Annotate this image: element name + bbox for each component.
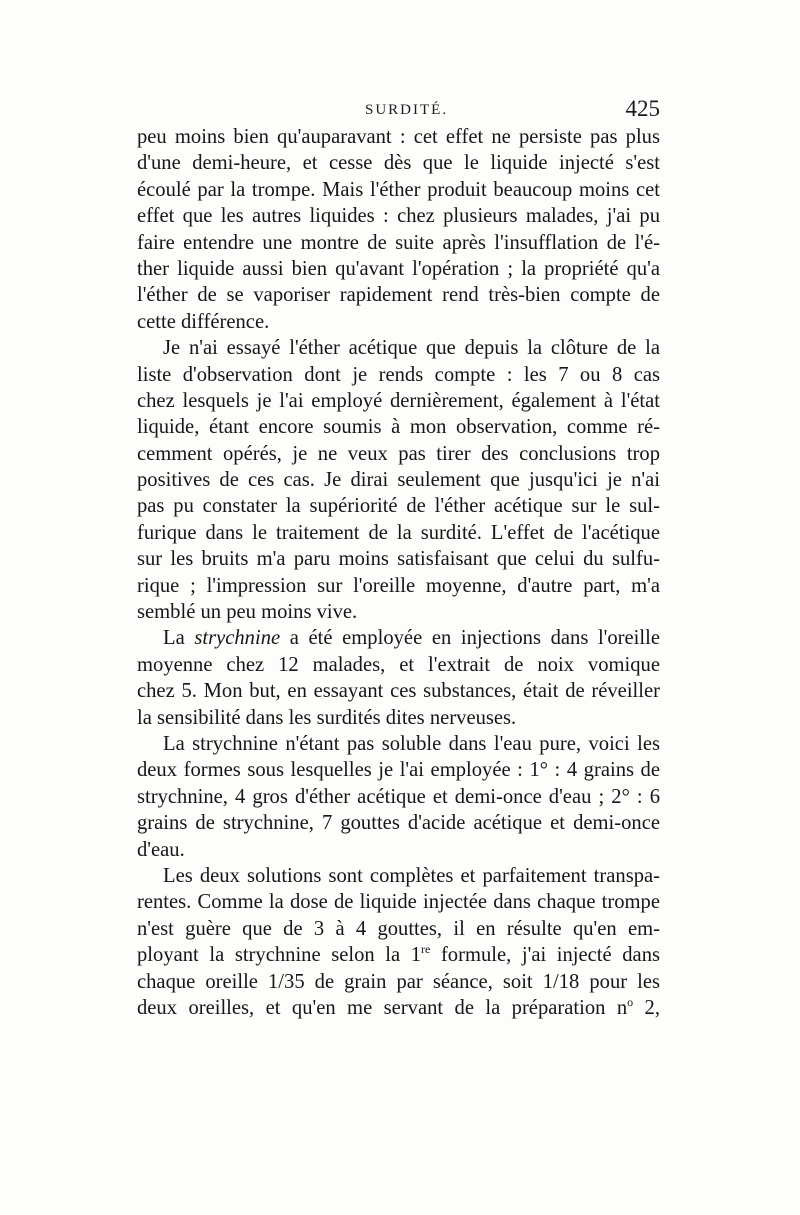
text-line (137, 652, 660, 678)
line-segment: l'éther de se vaporiser rapidement rend très-bien compte de (137, 284, 660, 307)
line-segment: liste d'observation dont je rends compte : les 7 ou 8 cas (137, 363, 660, 386)
line-segment: deux formes sous lesquelles je l'ai employée : 1° : 4 grains de (137, 759, 660, 782)
text-line (137, 889, 660, 915)
superscript: o (627, 995, 634, 1010)
text-line (137, 599, 660, 625)
text-line (137, 230, 660, 256)
text-line (137, 625, 660, 651)
line-segment: ployant la strychnine selon la 1 (137, 944, 422, 967)
text-line (137, 995, 660, 1021)
fraction: 1/18 (542, 970, 580, 993)
text-line (137, 414, 660, 440)
running-title: SURDITÉ. (365, 102, 449, 118)
line-segment: d'une demi-heure, et cesse dès que le liquide injecté s'est (137, 152, 660, 175)
line-segment: deux oreilles, et qu'en me servant de la préparation n (137, 996, 628, 1019)
line-segment: Je n'ai essayé l'éther acétique que depuis la clôture de la (163, 337, 660, 360)
line-segment: grains de strychnine, 7 gouttes d'acide acétique et demi-once (137, 812, 660, 835)
text-line (137, 969, 660, 995)
line-segment: chaque oreille (137, 970, 268, 993)
text-line (137, 520, 660, 546)
line-segment: sur les bruits m'a paru moins satisfaisant que celui du sulfu- (137, 548, 660, 571)
line-segment: peu moins bien qu'auparavant : cet effet ne persiste pas plus (137, 126, 660, 148)
text-line (137, 916, 660, 942)
line-segment: n'est guère que de 3 à 4 gouttes, il en résulte qu'en em- (137, 917, 660, 940)
line-segment: a été employée en injections dans l'oreille (280, 627, 660, 650)
line-segment: moyenne chez 12 malades, et l'extrait de noix vomique (137, 653, 660, 676)
line-segment: positives de ces cas. Je dirai seulement que jusqu'ici je n'ai (137, 469, 660, 492)
line-segment: cette différence. (137, 310, 270, 333)
italic-term: strychnine (194, 627, 281, 650)
line-segment: écoulé par la trompe. Mais l'éther produit beaucoup moins cet (137, 178, 660, 201)
text-line (137, 150, 660, 176)
line-segment: ther liquide aussi bien qu'avant l'opération ; la propriété qu'a (137, 257, 660, 280)
text-line (137, 757, 660, 783)
text-line (137, 467, 660, 493)
text-line (137, 731, 660, 757)
text-line (137, 124, 660, 150)
text-line (137, 388, 660, 414)
text-line (137, 335, 660, 361)
line-segment: furique dans le traitement de la surdité. L'effet de l'acétique (137, 521, 660, 544)
text-line (137, 942, 660, 968)
text-line (137, 810, 660, 836)
line-segment: de grain par séance, soit (304, 970, 543, 993)
text-line (137, 863, 660, 889)
line-segment: formule, j'ai injecté dans (430, 944, 661, 967)
text-line (137, 203, 660, 229)
text-line (137, 546, 660, 572)
text-line (137, 784, 660, 810)
text-line (137, 573, 660, 599)
line-segment: rentes. Comme la dose de liquide injectée dans chaque trompe (137, 891, 660, 914)
line-segment: effet que les autres liquides : chez plusieurs malades, j'ai pu (137, 205, 660, 228)
text-line (137, 493, 660, 519)
line-segment: strychnine, 4 gros d'éther acétique et demi-once d'eau ; 2° : 6 (137, 785, 660, 808)
line-segment: chez lesquels je l'ai employé dernièrement, également à l'état (137, 389, 660, 412)
text-line (137, 441, 660, 467)
line-segment: Les deux solutions sont complètes et parfaitement transpa- (163, 864, 660, 887)
line-segment: d'eau. (137, 838, 185, 861)
text-line (137, 837, 660, 863)
text-line (137, 705, 660, 731)
text-line (137, 362, 660, 388)
line-segment: pour les (579, 970, 661, 993)
running-header (137, 96, 660, 126)
line-segment: La strychnine n'étant pas soluble dans l'eau pure, voici les (163, 732, 660, 755)
line-segment: semblé un peu moins vive. (137, 601, 358, 624)
line-segment: La (163, 627, 195, 650)
line-segment: chez 5. Mon but, en essayant ces substances, était de réveiller (137, 680, 660, 703)
text-line (137, 309, 660, 335)
text-line (137, 282, 660, 308)
line-segment: liquide, étant encore soumis à mon observation, comme ré- (137, 416, 660, 439)
line-segment: faire entendre une montre de suite après l'insufflation de l'é- (137, 231, 660, 254)
line-segment: pas pu constater la supériorité de l'éther acétique sur le sul- (137, 495, 660, 518)
text-line (137, 177, 660, 203)
fraction: 1/35 (268, 970, 305, 993)
line-segment: 2, (633, 996, 661, 1019)
body-text (137, 124, 660, 1021)
line-segment: rique ; l'impression sur l'oreille moyenne, d'autre part, m'a (137, 574, 660, 597)
text-line (137, 678, 660, 704)
line-segment: cemment opérés, je ne veux pas tirer des conclusions trop (137, 442, 660, 465)
page-number: 425 (625, 96, 660, 121)
line-segment: la sensibilité dans les surdités dites nerveuses. (137, 706, 517, 729)
superscript: re (421, 942, 431, 957)
text-line (137, 256, 660, 282)
